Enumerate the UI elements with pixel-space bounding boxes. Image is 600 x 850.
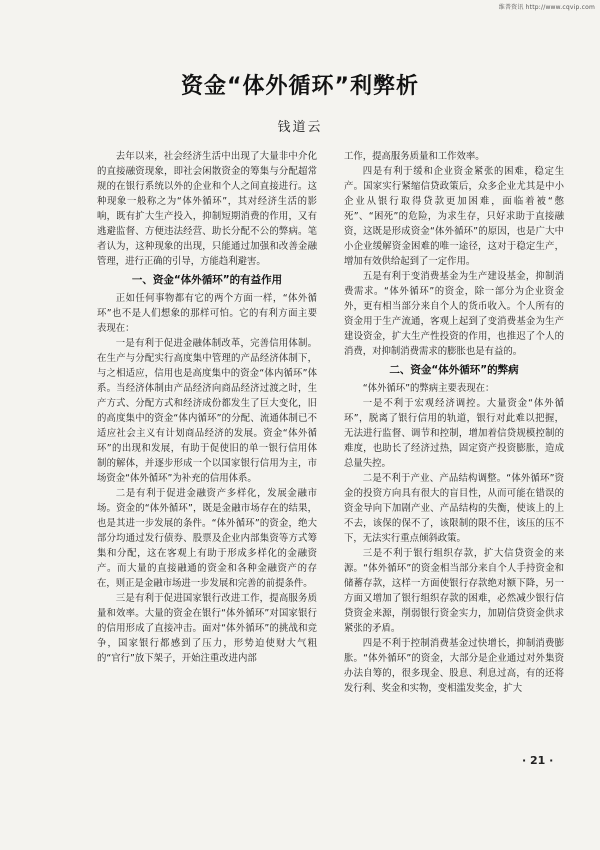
article-title: 资金“体外循环”利弊析 xyxy=(181,74,419,99)
paragraph: 二是不利于产业、产品结构调整。“体外循环”资金的投资方向具有很大的盲目性，从而可能在错误的资金导向下加剧产业、产品结构的失衡，使该上的上不去，该保的保不了，该限制的限不住，该压的压不下，无法实行重点倾斜政策。 xyxy=(344,473,564,544)
paragraph: 一是不利于宏观经济调控。大量资金“体外循环”，脱离了银行信用的轨道，银行对此难以把握，无法进行监督、调节和控制，增加着信贷规模控制的难度，也助长了经济过热，固定资产投资膨胀，造成总量失控。 xyxy=(344,398,564,469)
paragraph: 三是有利于促进国家银行改进工作，提高服务质量和效率。大量的资金在银行“体外循环”对国家银行的信用形成了直接冲击。面对“体外循环”的挑战和竞争，国家银行都感到了压力，形势迫使财大气粗的“官行”放下架子，开始注重改进内部 xyxy=(97,593,317,664)
article-author: 钱道云 xyxy=(277,120,323,135)
section-heading: 二、资金“体外循环”的弊病 xyxy=(389,364,519,376)
paragraph: 五是有利于变消费基金为生产建设基金，抑制消费需求。“体外循环”的资金，除一部分为企业资金外，更有相当部分来自个人的货币收入。个人所有的资金用于生产流通，客观上起到了变消费基金为生产建设资金，扩大生产性投资的作用，也推迟了个人的消费，对抑制消费需求的膨胀也是有益的。 xyxy=(344,271,564,357)
section-heading: 一、资金“体外循环”的有益作用 xyxy=(131,274,283,286)
paragraph: 二是有利于促进金融资产多样化，发展金融市场。资金的“体外循环”，既是金融市场存在的结果，也是其进一步发展的条件。“体外循环”的资金，绝大部分均通过发行债券、股票及企业内部集资等方式筹集和分配，这在客观上有助于形成多样化的金融资产。而大量的直接融通的资金和各种金融资产的存在，则正是金融市场进一步发展和完善的前提条件。 xyxy=(97,488,317,589)
paragraph: 四是不利于控制消费基金过快增长，抑制消费膨胀。“体外循环”的资金，大部分是企业通过对外集资办法自筹的，很多现金、股息、利息过高，有的还将发行利、奖金和实物，变相滥发奖金，扩大 xyxy=(344,638,564,694)
left-column xyxy=(97,149,317,666)
paragraph: 一是有利于促进金融体制改革，完善信用体制。在生产与分配实行高度集中管理的产品经济体制下，与之相适应，信用也是高度集中的资金“体内循环”体系。当经济体制由产品经济向商品经济过渡之时，生产方式、分配方式和经济成份都发生了巨大变化，旧的高度集中的资金“体内循环”的分配、流通体制已不适应社会主义有计划商品经济的发展。资金“体外循环”的出现和发展，有助于促使旧的单一银行信用体制的解体，并逐步形成一个以国家银行信用为主，市场资金“体外循环”为补充的信用体系。 xyxy=(97,338,317,484)
paragraph: 工作，提高服务质量和工作效率。 xyxy=(344,151,485,162)
watermark-text: 维普资讯 http://www.cqvip.com xyxy=(498,4,595,11)
paragraph: 去年以来，社会经济生活中出现了大量非中介化的直接融资现象，即社会闲散资金的筹集与分配超常规的在银行系统以外的企业和个人之间直接进行。这种现象一般称之为“体外循环”，其对经济生活的影响，既有扩大生产投入，抑制短期消费的作用，又有逃避监督、方便违法经营、助长分配不公的弊病。笔者认为，这种现象的出现，只能通过加强和改善金融管理，进行正确的引导，方能趋利避害。 xyxy=(97,151,317,267)
paragraph: “体外循环”的弊病主要表现在： xyxy=(362,383,495,394)
paragraph: 四是有利于缓和企业资金紧张的困难，稳定生产。国家实行紧缩信贷政策后，众多企业尤其是中小企业从银行取得贷款更加困难，面临着被“憋死”、“困死”的危险，为求生存，只好求助于直接融资，这既是形成资金“体外循环”的原因，也是广大中小企业缓解资金困难的唯一途径，这对于稳定生产，增加有效供给起到了一定作用。 xyxy=(344,166,564,267)
page-number: · 21 · xyxy=(522,754,554,767)
right-column xyxy=(344,149,564,696)
paragraph: 正如任何事物都有它的两个方面一样，“体外循环”也不是人们想象的那样可怕。它的有利方面主要表现在： xyxy=(97,293,317,334)
paragraph: 三是不利于银行组织存款，扩大信贷资金的来源。“体外循环”的资金相当部分来自个人手持资金和储蓄存款，这样一方面使银行存款绝对额下降，另一方面又增加了银行组织存款的困难，必然减少银行信贷资金来源，削弱银行资金实力，加剧信贷资金供求紧张的矛盾。 xyxy=(344,548,564,634)
